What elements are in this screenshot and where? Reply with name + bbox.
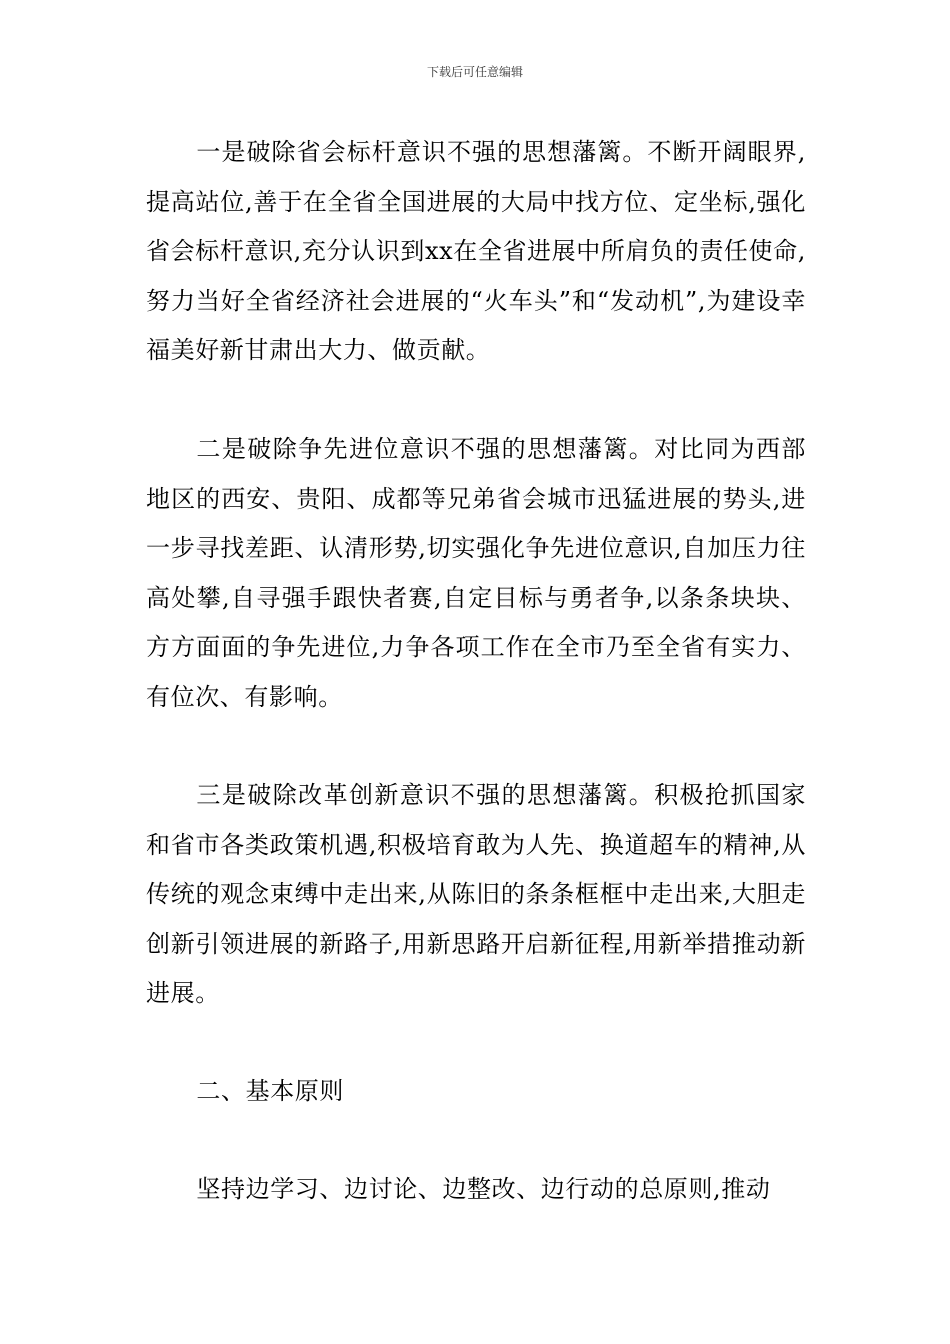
paragraph-4-block [146, 1165, 806, 1215]
paragraph-2-block [146, 425, 806, 723]
paragraph-1-block [146, 128, 806, 376]
section-heading-block [146, 1067, 806, 1117]
paragraph-3: 三是破除改革创新意识不强的思想藩篱。积极抢抓国家和省市各类政策机遇,积极培育敢为人先、换道超车的精神,从传统的观念束缚中走出来,从陈旧的条条框框中走出来,大胆走创新引领进展的新路子,用新思路开启新征程,用新举措推动新进展。 [146, 781, 806, 1008]
paragraph-1: 一是破除省会标杆意识不强的思想藩篱。不断开阔眼界,提高站位,善于在全省全国进展的大局中找方位、定坐标,强化省会标杆意识,充分认识到xx在全省进展中所肩负的责任使命,努力当好全省经济社会进展的“火车头”和“发动机”,为建设幸福美好新甘肃出大力、做贡献。 [146, 138, 806, 365]
section-heading: 二、基本原则 [196, 1077, 344, 1105]
paragraph-3-block [146, 771, 806, 1019]
paragraph-4: 坚持边学习、边讨论、边整改、边行动的总原则,推动 [196, 1175, 771, 1203]
paragraph-2: 二是破除争先进位意识不强的思想藩篱。对比同为西部地区的西安、贵阳、成都等兄弟省会城市迅猛进展的势头,进一步寻找差距、认清形势,切实强化争先进位意识,自加压力往高处攀,自寻强手跟快者赛,自定目标与勇者争,以条条块块、方方面面的争先进位,力争各项工作在全市乃至全省有实力、有位次、有影响。 [146, 435, 806, 711]
header-note: 下载后可任意编辑 [426, 65, 523, 79]
